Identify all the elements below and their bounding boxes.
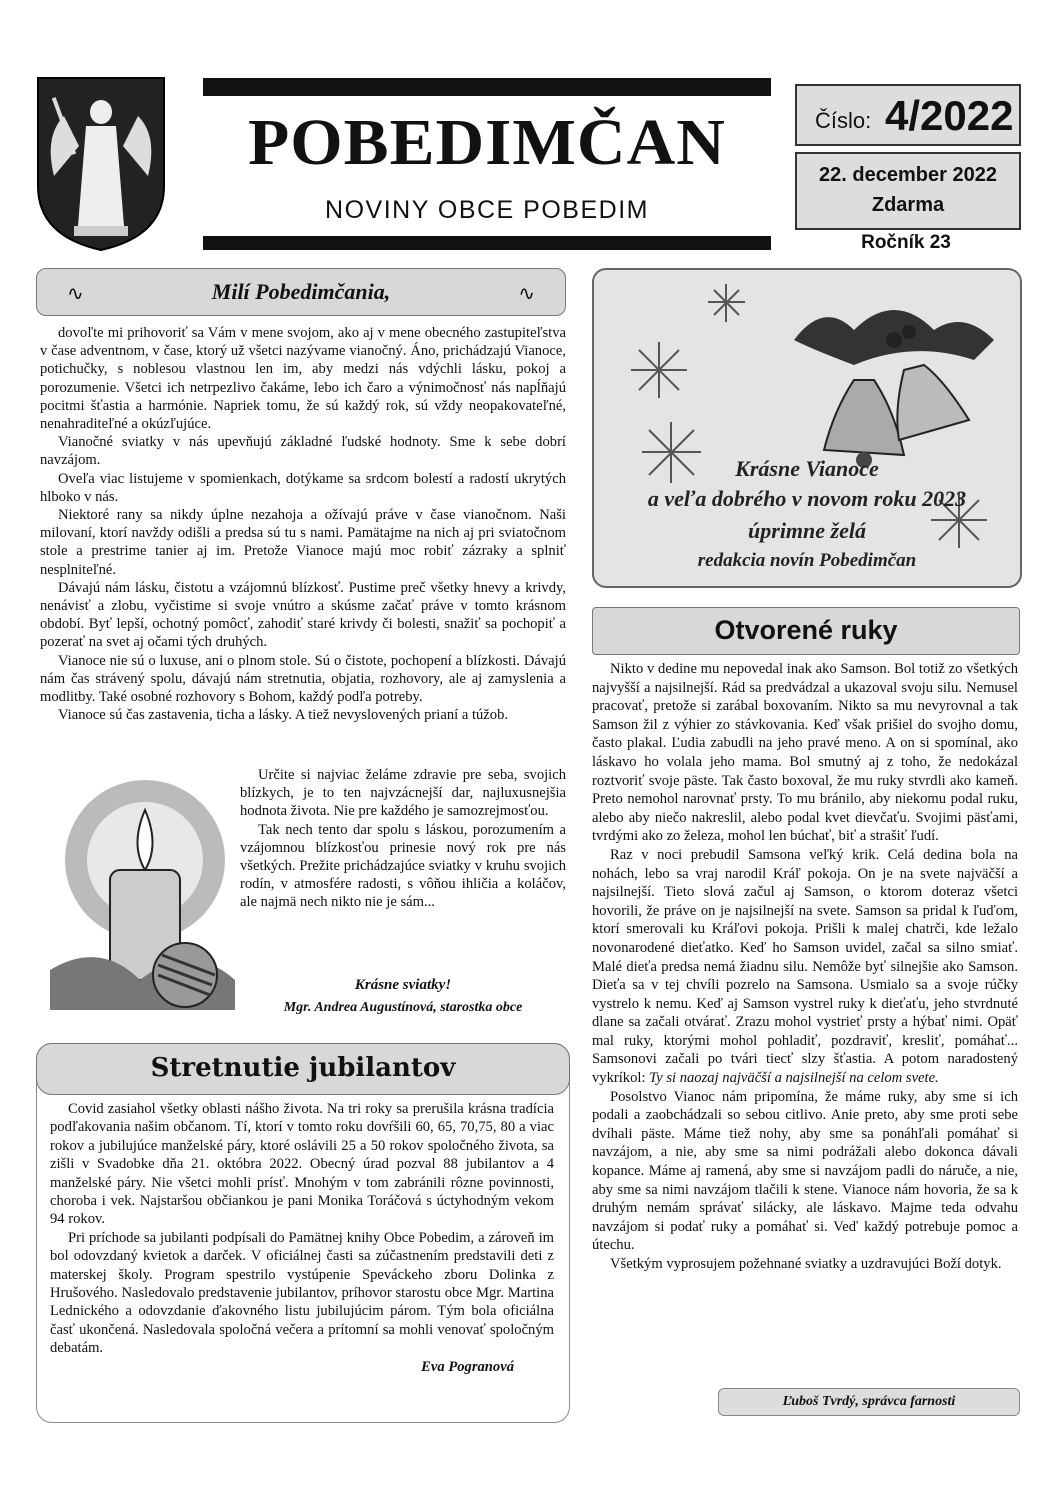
paragraph: Covid zasiahol všetky oblasti nášho života. Na tri roky sa prerušila krásna tradícia podľakovania našim občanom. Tí, ktorí v tomto roku dovŕšili 60, 65, 70,75, 80 a viac rokov a jubilujúce manželské páry, ktoré oslávili 25 a 50 rokov spoločného života, sa zišli v Svadobke dňa 21. októbra 2022. Obecný úrad pozval 88 jubilantov a 4 manželské páry. Nie všetci mohli prísť. Mnohým v tom zabránili rôzne povinnosti, choroba i vek. Najstaršou občiankou je pani Monika Toráčová s úctyhodným vekom 94 rokov. <box>50 1101 554 1228</box>
greeting-heading: Milí Pobedimčania, <box>211 279 391 304</box>
open-hands-heading: Otvorené ruky <box>714 615 898 645</box>
card-line-1: Krásne Vianoce <box>735 456 879 481</box>
paragraph: dovoľte mi prihovoriť sa Vám v mene svojom, ako aj v mene obecného zastupiteľstva v čase adventnom, v čase, ktorý už všetci nazývame vianočný. Áno, prichádzajú Vianoce, potichučky, s noblesou vlastnou len im, aby medzi nás vdýchli lásku, pokoj a porozumenie. Všetci ich netrpezlivo čakáme, lebo ich čaro a výnimočnosť nás napĺňajú pocitmi šťastia a harmónie. Napriek tomu, že sú každý rok, sú vždy neopakovateľné, nenahraditeľné a okúzľujúce. <box>40 325 566 433</box>
paragraph: Vianoce sú čas zastavenia, ticha a lásky. A tiež nevyslovených prianí a túžob. <box>58 707 509 724</box>
greeting-closing: Krásne sviatky! <box>354 977 452 993</box>
paragraph: Vianoce nie sú o luxuse, ani o plnom stole. Sú o čistote, pochopení a blízkosti. Dávajú nám čas strávený spolu, dávajú nám stretnutia, objatia, rozhovory, ale aj zamyslenia a modlitby. Také osobné rozhovory s Bohom, každý podľa potreby. <box>40 652 566 706</box>
jubilants-heading: Stretnutie jubilantov <box>150 1053 456 1083</box>
story-quote: Ty si naozaj najväčší a najsilnejší na celom svete. <box>649 1070 939 1087</box>
paragraph: Dávajú nám lásku, čistotu a vzájomnú blízkosť. Pustime preč všetky hnevy a krivdy, nenávisť a zlobu, vyčistime si svoje vnútro a skúsme začať práve v tomto krásnom období. Byť lepší, ochotný pomôcť, zahodiť staré krivdy či bolesti, snažiť sa pochopiť a pozerať na svet aj očami tých druhých. <box>40 579 566 651</box>
paragraph: Určite si najviac želáme zdravie pre seba, svojich blízkych, je to ten najvzácnejší dar, najluxusnejšia hodnota života. Nie pre každého je samozrejmosťou. <box>240 767 566 820</box>
municipal-crest <box>34 76 168 252</box>
open-hands-body <box>592 660 1018 1274</box>
greeting-header <box>36 268 566 316</box>
paragraph: Raz v noci prebudil Samsona veľký krik. Celá dedina bola na nohách, lebo sa vraj narodil Kráľ pokoja. On je na svete najväčší a najsilnejší. Tieto slová začul aj Samson, o ktorom doteraz všetci hovorili, že práve on je najsilnejší na svete. Samson sa pridal k ľuďom, ktorí smerovali ku Kráľovi pokoja. Prišli k malej chatrči, kde ležalo novonarodené dieťatko. Keď ho Samson uvidel, začal sa silno smiať. Malé dieťa predsa nemá žiadnu silu. Nemôže byť silnejšie ako Samson. Dieťa sa v tej chvíli pozrelo na Samsona. Usmialo sa a svoje rúčky vystrelo k nemu. Keď aj Samson vystrel ruky k dieťaťu, jeho stvrdnuté dlane sa začali otvárať. Zrazu mohol vystrieť prsty a hýbať nimi. Opäť mal ruky, ktorými mohol pohladiť, pozdraviť, kresliť, pomáhať... Samsonovi začali po tvári tiecť slzy šťastia. A potom naradostený vykríkol: <box>592 846 1018 1087</box>
card-line-2: a veľa dobrého v novom roku 2023 <box>647 486 967 511</box>
christmas-card <box>592 268 1022 588</box>
paragraph: Pri príchode sa jubilanti podpísali do Pamätnej knihy Obce Pobedim, a zároveň im bol odovzdaný kvietok a darček. V oficiálnej časti sa zúčastnením predstavili deti z materskej školy. Program spestrilo vystúpenie Speváckeho zboru Dolinka z Hrušového. Nasledovalo predstavenie jubilantov, príhovor starostu obce Mgr. Martina Lednického a odovzdanie ďakovného listu jubilujúcim párom. Tým bola oficiálna časť ukončená. Nasledovala spoločná večera a prítomní sa mohli venovať spoločným debatám. <box>50 1229 554 1357</box>
jubilants-header <box>36 1043 570 1095</box>
snowflake-icon <box>708 284 745 322</box>
open-hands-header <box>592 607 1020 655</box>
jubilants-body <box>50 1100 554 1376</box>
wish-text <box>240 766 566 912</box>
paragraph: Niektoré rany sa nikdy úplne nezahoja a ožívajú práve v čase vianočnom. Naši milovaní, ktorí navždy odišli a predsa sú tu s nami. Pamätajme na nich aj pri sviatočnom stole a prestrime tanier aj im. Pretože Vianoce majú moc robiť zázraky a splniť nesplniteľné. <box>40 507 566 578</box>
newspaper-subtitle: NOVINY OBCE POBEDIM <box>325 196 649 224</box>
greeting-body <box>40 324 566 724</box>
date-box <box>795 152 1021 230</box>
candle-illustration <box>40 770 240 1020</box>
paragraph: Posolstvo Vianoc nám pripomína, že máme ruky, aby sme si ich podali a zaobchádzali so sebou citlivo. Anie preto, aby sme proti sebe dvíhali päste. Máme tiež nohy, aby sme sa ponáhľali pomáhať si navzájom, a nie, aby sme sa nimi podrážali alebo dokonca dávali kopance. Máme aj ramená, aby sme si navzájom padli do náruče, a nie, aby sme sa nimi navzájom tlačili k stene. Vianoce nám hovoria, že sa k druhým nemám správať silácky, ale láskavo. Majme teda odvahu navzájom si podať ruky a pomáhať si. Veď každý potrebuje pomoc a útechu. <box>592 1088 1018 1254</box>
issue-date: 22. december 2022 <box>819 164 997 186</box>
masthead-top-bar <box>203 78 771 96</box>
ornament-icon: ∿ <box>67 283 84 305</box>
masthead-bottom-bar <box>203 236 771 250</box>
ornament-icon: ∿ <box>518 283 535 305</box>
paragraph: Oveľa viac listujeme v spomienkach, dotýkame sa srdcom bolestí a radostí ukrytých hlboko v nás. <box>40 470 566 505</box>
paragraph: Všetkým vyprosujem požehnané sviatky a uzdravujúci Boží dotyk. <box>610 1256 1002 1272</box>
issue-box <box>795 84 1021 146</box>
volume-label: Ročník 23 <box>861 232 951 253</box>
greeting-signature: Mgr. Andrea Augustínová, starostka obce <box>283 1000 523 1015</box>
open-hands-signature: Ľuboš Tvrdý, správca farnosti <box>718 1388 1020 1416</box>
paragraph: Nikto v dedine mu nepovedal inak ako Samson. Bol totiž zo všetkých najvyšší a najsilnejší. Rád sa predvádzal a ukazoval svoju silu. Nemusel pracovať, pretože si zarábal boxovaním. Nikto sa mu nevyrovnal a tak Samson žil z výhier zo stávkovania. Keď však prišiel do svojho domu, často plakal. Ľudia zabudli na jeho pravé meno. A on si spomínal, ako láskavo ho volala jeho mama. Bol smutný aj z toho, že nedokázal roztvoriť svoje päste. Tak často boxoval, že mu ruky stvrdli ako kameň. Preto nemohol narovnať prsty. To mu bránilo, aby niekomu podal ruku, alebo aby niečo nakreslil, alebo podal kvet dievčaťu. Svojimi päsťami, tvrdými ako zo železa, mohol len búchať, biť a strašiť ľudí. <box>592 661 1018 845</box>
issue-label: Číslo: <box>815 108 872 133</box>
newspaper-title: POBEDIMČAN <box>248 106 726 179</box>
snowflake-icon <box>631 342 687 398</box>
paragraph: Vianočné sviatky v nás upevňujú základné ľudské hodnoty. Sme k sebe dobrí navzájom. <box>40 434 566 469</box>
card-line-3: úprimne želá <box>748 518 866 543</box>
card-line-4: redakcia novín Pobedimčan <box>697 550 917 571</box>
paragraph: Tak nech tento dar spolu s láskou, porozumením a vzájomnou blízkosťou prinesie nový rok pre nás všetkých. Prežite prichádzajúce sviatky v kruhu svojich rodín, v atmosfére radosti, s vôňou ihličia a koláčov, ale najmä nech nikto nie je sám... <box>240 821 566 911</box>
jubilants-author: Eva Pogranová <box>421 1358 514 1375</box>
issue-price: Zdarma <box>871 194 945 216</box>
issue-number: 4/2022 <box>885 92 1014 139</box>
